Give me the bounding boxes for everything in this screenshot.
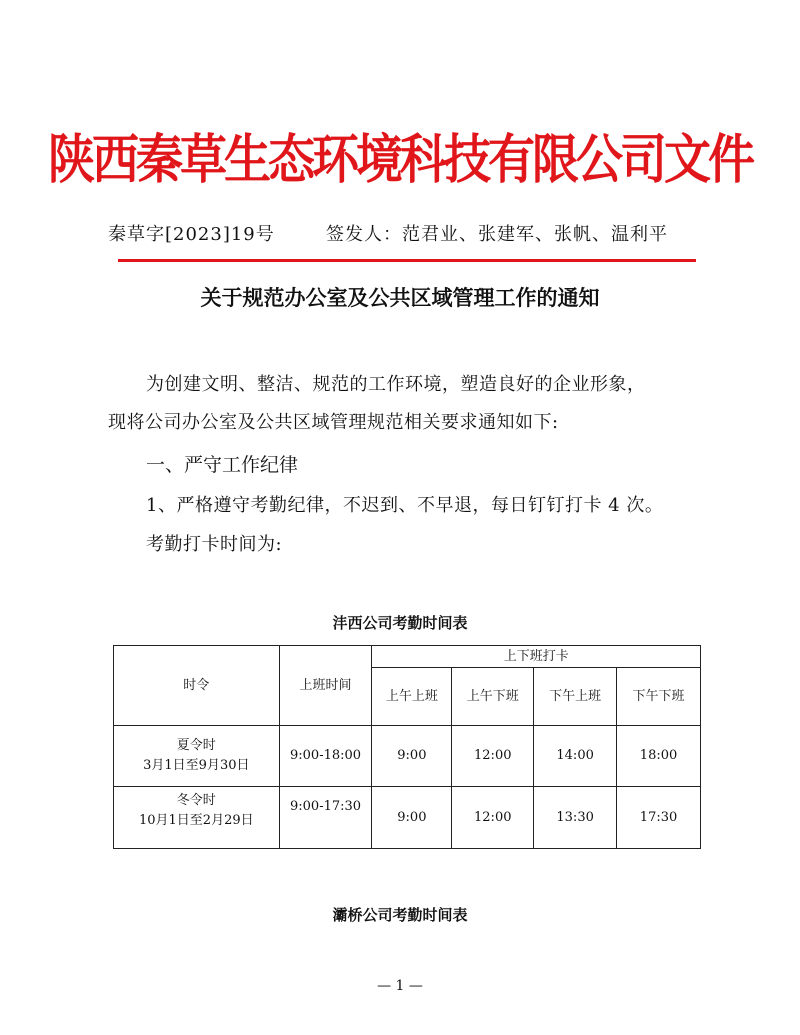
page-number: — 1 — bbox=[377, 978, 423, 994]
header-am-in: 上午上班 bbox=[372, 668, 452, 726]
row-hours: 9:00-17:30 bbox=[279, 787, 372, 849]
row-am-in: 9:00 bbox=[372, 726, 452, 787]
header-am-out: 上午下班 bbox=[452, 668, 534, 726]
row-am-in: 9:00 bbox=[372, 787, 452, 849]
row-season-cell bbox=[114, 787, 280, 849]
row-period: 10月1日至2月29日 bbox=[138, 813, 254, 828]
row-season: 夏令时 bbox=[176, 738, 216, 753]
item-1-continuation: 考勤打卡时间为: bbox=[146, 534, 283, 555]
header-work-hours: 上班时间 bbox=[279, 646, 372, 726]
table-row bbox=[114, 726, 701, 787]
header-clock-group: 上下班打卡 bbox=[372, 646, 701, 668]
table1-caption: 沣西公司考勤时间表 bbox=[332, 614, 468, 632]
row-pm-in: 14:00 bbox=[534, 726, 617, 787]
notice-title: 关于规范办公室及公共区域管理工作的通知 bbox=[200, 286, 600, 310]
document-masthead: 陕西秦草生态环境科技有限公司文件 bbox=[48, 129, 752, 191]
attendance-table-fengxi bbox=[113, 645, 701, 849]
row-period: 3月1日至9月30日 bbox=[143, 758, 250, 773]
red-divider-line bbox=[118, 259, 696, 262]
row-am-out: 12:00 bbox=[452, 726, 534, 787]
intro-paragraph-line2: 现将公司办公室及公共区域管理规范相关要求通知如下: bbox=[108, 412, 559, 433]
header-pm-out: 下午下班 bbox=[617, 668, 701, 726]
intro-paragraph-line1: 为创建文明、整洁、规范的工作环境，塑造良好的企业形象， bbox=[146, 374, 646, 395]
table-row bbox=[114, 787, 701, 849]
document-number: 秦草字[2023]19号 bbox=[108, 224, 275, 245]
row-am-out: 12:00 bbox=[452, 787, 534, 849]
section-heading: 一、严守工作纪律 bbox=[146, 454, 299, 476]
row-pm-in: 13:30 bbox=[534, 787, 617, 849]
table2-caption: 灞桥公司考勤时间表 bbox=[332, 906, 468, 924]
row-pm-out: 18:00 bbox=[617, 726, 701, 787]
row-season-cell bbox=[114, 726, 280, 787]
header-pm-in: 下午上班 bbox=[534, 668, 617, 726]
row-pm-out: 17:30 bbox=[617, 787, 701, 849]
item-1-text: 1、严格遵守考勤纪律，不迟到、不早退，每日钉钉打卡 4 次。 bbox=[146, 495, 664, 516]
header-season: 时令 bbox=[114, 646, 280, 726]
row-season: 冬令时 bbox=[176, 793, 216, 808]
signers-line: 签发人：范君业、张建军、张帆、温利平 bbox=[326, 224, 668, 245]
row-hours: 9:00-18:00 bbox=[279, 726, 372, 787]
